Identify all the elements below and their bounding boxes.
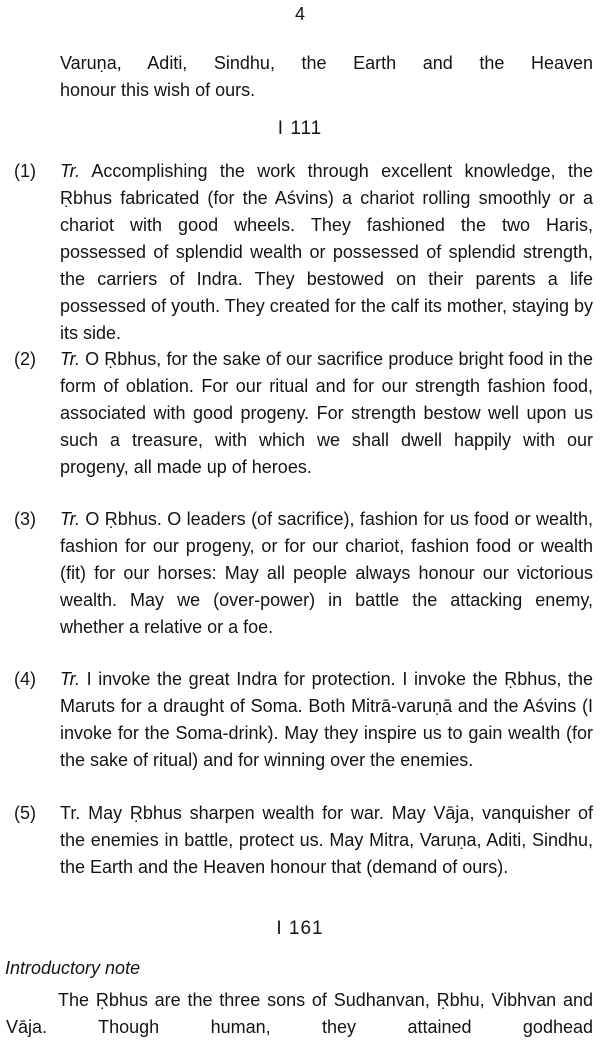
intro-line-1: Varuṇa, Aditi, Sindhu, the Earth and the Heaven <box>60 53 593 73</box>
section-heading-i161: I 161 <box>276 918 324 939</box>
introductory-note-heading: Introductory note <box>5 958 141 978</box>
verse-number: (5) <box>14 803 36 823</box>
verse-4 <box>14 666 593 774</box>
tr-label: Tr. <box>60 349 80 369</box>
verse-number: (1) <box>14 161 36 181</box>
intro-text <box>60 50 593 104</box>
verse-text: Accomplishing the work through excellent knowledge, the Ṛbhus fabricated (for the Aśvins) a chariot rolling smoothly or a chariot with good wheels. They fashioned the two Haris, possessed of splendid wealth or possessed of splendid strength, the carriers of Indra. They bestowed on their parents a life possessed of youth. They created for the calf its mother, staying by its side. <box>60 161 593 343</box>
verse-2 <box>14 346 593 481</box>
verse-number: (4) <box>14 669 36 689</box>
tr-label: Tr. <box>60 161 80 181</box>
verse-1 <box>14 158 593 347</box>
verse-5 <box>14 800 593 881</box>
page-number: 4 <box>294 4 305 24</box>
verse-text: Tr. May Ṛbhus sharpen wealth for war. May Vāja, vanquisher of the enemies in battle, protect us. May Mitra, Varuṇa, Aditi, Sindhu, the Earth and the Heaven honour that (demand of ours). <box>60 803 593 877</box>
body-paragraph: The Ṛbhus are the three sons of Sudhanvan, Ṛbhu, Vibhvan and Vāja. Though human, they attained godhead <box>6 990 593 1037</box>
verse-number: (3) <box>14 509 36 529</box>
verse-text: O Ṛbhus. O leaders (of sacrifice), fashion for us food or wealth, fashion for our progeny, or for our chariot, fashion food or wealth (fit) for our horses: May all people always honour our victorious wealth. May we (over-power) in battle the attacking enemy, whether a relative or a foe. <box>60 509 593 637</box>
section-heading-i111: I 111 <box>277 118 323 139</box>
verse-number: (2) <box>14 349 36 369</box>
verse-3 <box>14 506 593 641</box>
tr-label: Tr. <box>60 669 80 689</box>
tr-label: Tr. <box>60 509 80 529</box>
verse-text: O Ṛbhus, for the sake of our sacrifice produce bright food in the form of oblation. For our ritual and for our strength fashion food, associated with good progeny. For strength bestow well upon us such a treasure, with which we shall dwell happily with our progeny, all made up of heroes. <box>60 349 593 477</box>
intro-line-2: honour this wish of ours. <box>60 80 256 100</box>
verse-text: I invoke the great Indra for protection. I invoke the Ṛbhus, the Maruts for a draught of Soma. Both Mitrā-varuṇā and the Aśvins (I invoke for the Soma-drink). May they inspire us to gain wealth (for the sake of ritual) and for winning over the enemies. <box>60 669 593 770</box>
